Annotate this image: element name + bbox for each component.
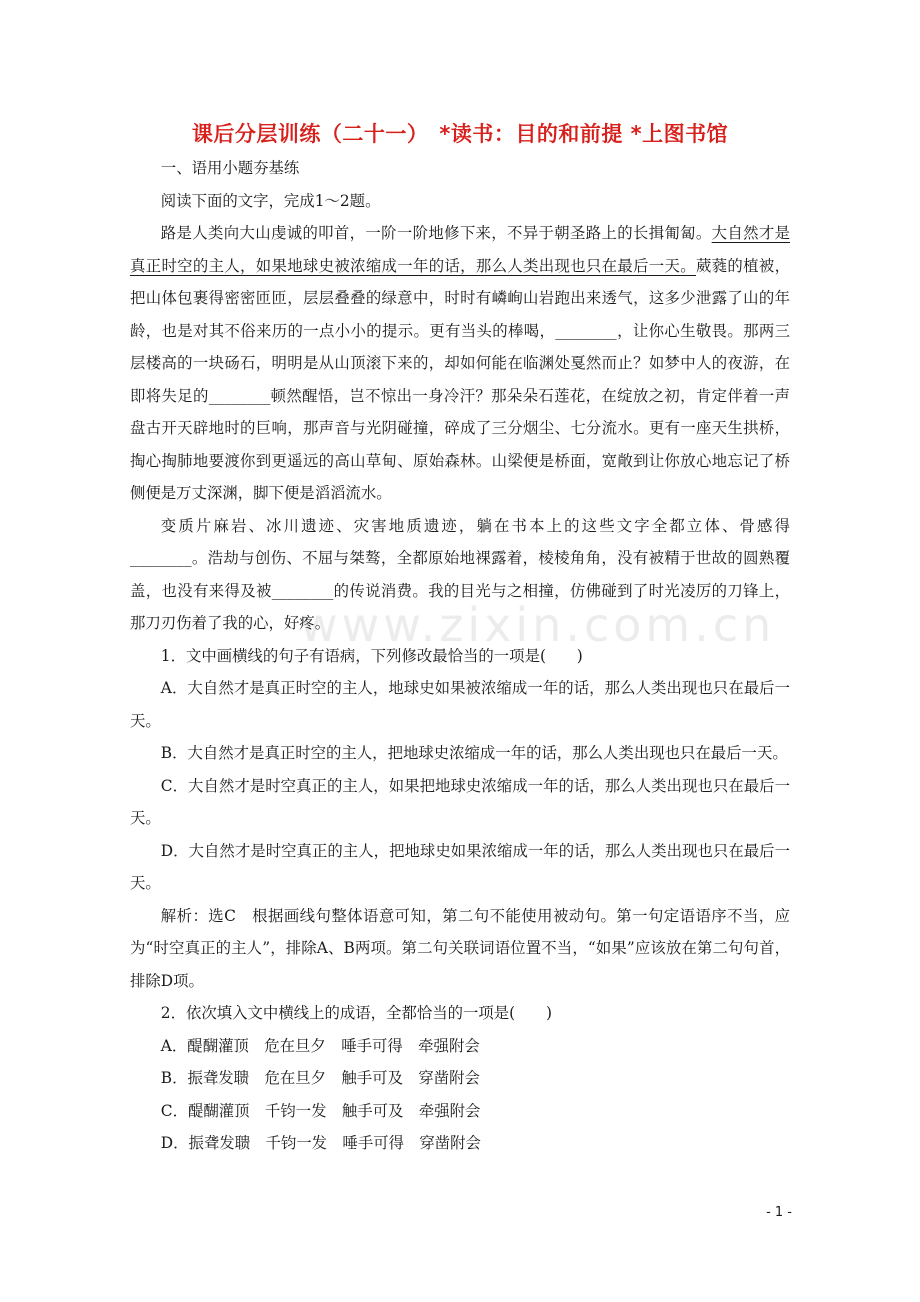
question-1-option-c: C．大自然才是时空真正的主人，如果把地球史浓缩成一年的话，那么人类出现也只在最后一天。: [130, 776, 790, 827]
question-1-option-b: B．大自然才是真正时空的主人，把地球史浓缩成一年的话，那么人类出现也只在最后一天。: [160, 744, 788, 762]
passage-text: 路是人类向大山虔诚的叩首，一阶一阶地修下来，不异于朝圣路上的长揖匍匐。: [160, 224, 712, 242]
passage-paragraph-1: [130, 217, 790, 510]
question-1-option-a: A．大自然才是真正时空的主人，地球史如果被浓缩成一年的话，那么人类出现也只在最后一天。: [130, 679, 790, 730]
passage-paragraph-2: 变质片麻岩、冰川遗迹、灾害地质遗迹，躺在书本上的这些文字全都立体、骨感得________。浩劫与创伤、不屈与桀骜，全都原始地裸露着，棱棱角角，没有被精于世故的圆熟覆盖，也没有来得及被________的传说消费。我的目光与之相撞，仿佛碰到了时光凌厉的刀锋上，那刀刃伤着了我的心，好疼。: [130, 516, 790, 632]
question-2-stem: 2．依次填入文中横线上的成语，全都恰当的一项是( ): [160, 1004, 552, 1022]
section-heading: 一、语用小题夯基练: [160, 159, 300, 177]
question-1-analysis: 解析：选C 根据画线句整体语意可知，第二句不能使用被动句。第一句定语语序不当，应为“时空真正的主人”，排除A、B两项。第二句关联词语位置不当，“如果”应该放在第二句句首，排除D项。: [130, 906, 790, 990]
question-2-option-c: C．醍醐灌顶 千钧一发 触手可及 牵强附会: [160, 1101, 481, 1120]
question-2-option-d: D．振聋发聩 千钧一发 唾手可得 穿凿附会: [160, 1134, 481, 1152]
underlined-sentence: 大自然才是真正时空的主人，如果地球史被浓缩成一年的话，那么人类出现也只在最后一天。: [130, 224, 790, 275]
question-2-option-b: B．振聋发聩 危在旦夕 触手可及 穿凿附会: [160, 1069, 480, 1087]
document-body: [130, 152, 790, 1160]
page-number: - 1 -: [766, 1205, 792, 1220]
question-1-stem: 1．文中画横线的句子有语病，下列修改最恰当的一项是( ): [160, 646, 583, 665]
passage-text: 葳蕤的植被，把山体包裹得密密匝匝，层层叠叠的绿意中，时时有嶙峋山岩跑出来透气，这多少泄露了山的年龄，也是对其不俗来历的一点小小的提示。更有当头的棒喝，________，让你心生敬畏。那两三层楼高的一块砀石，明明是从山顶滚下来的，却如何能在临渊处戛然而止？如梦中人的夜游，在即将失足的________顿然醒悟，岂不惊出一身冷汗？那朵朵石莲花，在绽放之初，肯定伴着一声盘古开天辟地时的巨响，那声音与光阴碰撞，碎成了三分烟尘、七分流水。更有一座天生拱桥，掏心掏肺地要渡你到更遥远的高山草甸、原始森林。山梁便是桥面，宽敞到让你放心地忘记了桥侧便是万丈深渊，脚下便是滔滔流水。: [130, 256, 790, 502]
question-2-option-a: A．醍醐灌顶 危在旦夕 唾手可得 牵强附会: [160, 1036, 480, 1055]
page-title: 课后分层训练（二十一） *读书：目的和前提 *上图书馆: [191, 122, 729, 146]
instruction: 阅读下面的文字，完成1～2题。: [160, 191, 381, 210]
question-1-option-d: D．大自然才是时空真正的主人，把地球史如果浓缩成一年的话，那么人类出现也只在最后一天。: [130, 841, 790, 892]
watermark: www.zixin.com.cn: [300, 598, 776, 652]
